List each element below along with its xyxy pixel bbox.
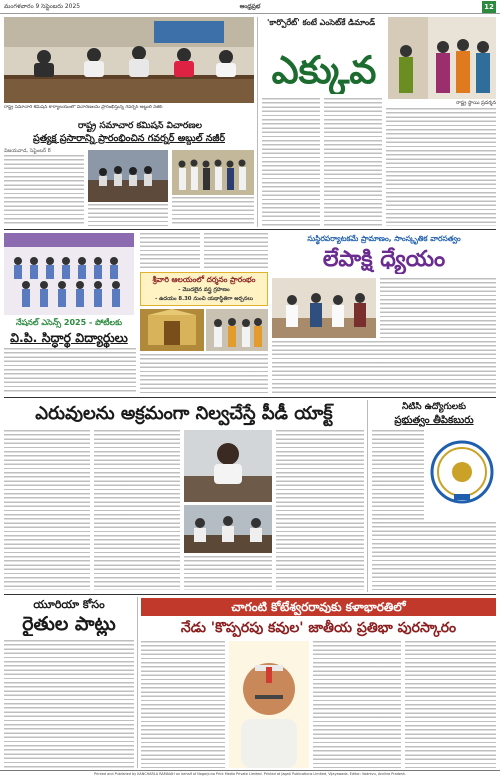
award-text-col-1	[141, 641, 225, 768]
pd-act-photo-2	[184, 505, 272, 553]
farmers-headline-1: యూరియా కోసం	[33, 598, 105, 611]
award-text-col-3	[405, 641, 496, 768]
lepakshi-headline: లేపాక్షి ధ్యేయం	[322, 247, 446, 272]
demand-text-col-2	[324, 98, 382, 226]
ngo-headline-1: నీటీసీ ఉద్యోగులకు	[401, 402, 467, 412]
pd-act-headline: ఎరువులను అక్రమంగా నిల్వచేస్తే పీడీ యాక్ట్	[35, 403, 333, 424]
temple-photo-2	[206, 309, 268, 351]
school-headline-small: నేషనల్ ఎసెన్స్ 2025 - పోటీలకు	[15, 318, 123, 327]
chaganti-portrait	[229, 641, 309, 768]
divider-vertical-bottom	[137, 597, 138, 768]
lepakshi-photo	[272, 278, 376, 338]
award-banner-line1: చాగంటి కోటేశ్వరరావుకు కళాభారతిలో	[141, 598, 496, 616]
divider-vertical-top	[257, 17, 258, 227]
temple-sub-2: - ఉదయం 8.30 నుంచి యథాస్థితిగా అర్చనలు	[155, 296, 253, 302]
pd-act-photo-1	[184, 430, 272, 502]
pd-act-text-col-2	[94, 430, 180, 590]
farmers-headline-2: రైతుల పాట్లు	[22, 613, 116, 635]
exhibition-photo	[388, 17, 496, 99]
page-header	[0, 0, 500, 14]
demand-headline: ఎక్కువ	[271, 47, 377, 92]
lepakshi-text-col-2	[272, 341, 496, 394]
pd-act-text-col-1	[4, 430, 90, 590]
school-students-photo	[4, 233, 134, 315]
temple-text-top-right	[204, 233, 268, 269]
governor-caption: రాష్ట్ర సమాచార కమిషన్ కార్యాలయంలో విచారణలను ప్రారంభిస్తున్న గవర్నర్ అబ్దుల్ నజీర్	[4, 105, 163, 110]
demand-kicker: 'కార్పొరేట్' కంటే ఎంసెట్‌కే డిమాండ్	[266, 18, 375, 27]
temple-photo-1	[140, 309, 204, 351]
divider-horizontal-3	[4, 594, 496, 595]
governor-photo	[4, 17, 254, 103]
temple-text-bottom	[140, 354, 268, 394]
ngo-headline-2: ప్రభుత్వం తీపికబురు	[394, 415, 474, 426]
temple-title: శ్రీవారి ఆలయంలో దర్శనం ప్రారంభం	[152, 275, 256, 284]
demand-text-col-3	[386, 108, 496, 226]
farmers-text	[4, 640, 134, 768]
divider-horizontal-2	[4, 397, 496, 398]
temple-text-top-left	[140, 233, 200, 269]
exhibition-caption: రాష్ట్ర స్థాయి ప్రదర్శన	[456, 100, 496, 106]
demand-text-col-1	[262, 98, 320, 226]
divider-horizontal-1	[4, 229, 496, 230]
pd-act-text-col-3	[184, 556, 272, 590]
govt-emblem	[428, 432, 496, 514]
pd-act-text-col-4	[276, 430, 364, 590]
governor-text-col-2	[88, 204, 168, 226]
governor-text-col-1	[4, 155, 84, 225]
imprint-footer: Printed and Published by KANCHARLA RAMAIAH on behalf of Nagarjuna Print Media Private Limited. Printed at Jagati Publications Limited, Vijayawada. Editor: Vadrevu, Andhra Pradesh.	[0, 770, 500, 783]
school-headline-big: వి.పి. సిద్ధార్థ విద్యార్థులు	[10, 330, 128, 345]
ngo-text-col-2	[372, 522, 496, 590]
page-number: 12	[482, 1, 496, 13]
issue-date: మంగళవారం 9 సెప్టెంబరు 2025	[4, 3, 81, 10]
governor-text-col-3	[172, 197, 254, 226]
temple-sub-1: - మొదలైన వస్త్ర గ్రహణం	[178, 287, 230, 293]
divider-vertical-mid	[367, 400, 368, 592]
governor-headline-2: ప్రత్యక్ష ప్రసారాన్ని ప్రారంభించిన గవర్నర్ అబ్దుల్ నజీర్	[33, 133, 225, 144]
governor-dateline: విజయవాడ, సెప్టెంబర్ 8	[4, 148, 51, 154]
governor-headline-1: రాష్ట్ర సమాచార కమిషన్ విచారణల	[77, 121, 203, 131]
award-headline-line2: నేడు 'కొప్పరపు కవుల' జాతీయ ప్రతిభా పురస్కారం	[180, 620, 457, 636]
masthead: ఆంధ్రప్రభ	[239, 3, 261, 10]
school-text	[4, 348, 136, 394]
lepakshi-kicker: సుస్థిరపర్యాటకమే ప్రామాణం, సాంస్కృతిక వారసత్వం	[307, 234, 461, 243]
governor-group-photo	[172, 150, 254, 195]
award-text-col-2	[313, 641, 401, 768]
lepakshi-text-col-1	[380, 278, 496, 338]
governor-meeting-photo	[88, 150, 168, 202]
ngo-text-col-1	[372, 430, 424, 520]
